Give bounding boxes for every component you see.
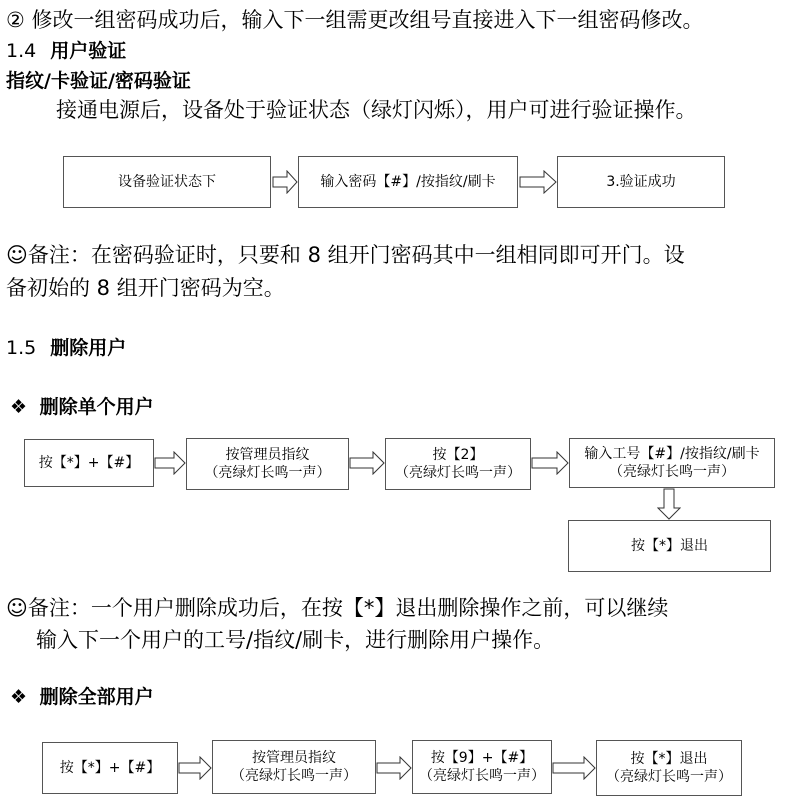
flow-box-label: 按【*】退出 [630,750,708,767]
flow-box-press-star-hash [24,439,154,487]
flow-box-press-2 [385,438,531,490]
section-number: 1.4 [6,40,37,62]
right-arrow-icon [531,451,569,475]
flow-box-sublabel: （亮绿灯长鸣一声） [606,769,732,785]
right-arrow-icon [349,451,385,475]
section-1-5-heading [6,337,126,360]
right-arrow-icon [154,451,186,475]
flow-box-exit [568,520,771,572]
flow-box-input-password [298,156,518,208]
section-number: 1.5 [6,337,37,359]
section-title: 删除用户 [50,337,127,359]
right-arrow-icon [519,170,557,194]
section-title: 用户验证 [50,40,127,62]
flow-box-label: 按【*】+【#】 [59,759,161,776]
flow-box-sublabel: （亮绿灯长鸣一声） [609,464,735,480]
note-delete-line1: ☺备注：一个用户删除成功后，在按【*】退出删除操作之前，可以继续 [6,596,669,620]
flow-box-label: 按管理员指纹 [225,446,310,463]
flow-box-verify-success [557,156,725,208]
flow-box-exit [596,740,742,796]
right-arrow-icon [178,756,212,780]
flow-box-sublabel: （亮绿灯长鸣一声） [231,768,357,784]
flow-box-label: 按【2】 [432,446,484,463]
flow-box-label: 设备验证状态下 [118,173,216,190]
diamond-bullet-icon: ❖ [10,396,28,418]
flow-box-verify-state [63,156,271,208]
flow-box-press-star-hash [42,742,178,794]
flow-box-label: 按【*】+【#】 [38,454,140,471]
intro-line: ② 修改一组密码成功后，输入下一组需更改组号直接进入下一组密码修改。 [6,8,704,32]
flow-box-label: 输入工号【#】/按指纹/刷卡 [584,445,760,462]
diamond-bullet-icon: ❖ [10,686,28,708]
flow-box-admin-fingerprint [212,740,376,794]
flow-box-label: 输入密码【#】/按指纹/刷卡 [320,173,496,190]
down-arrow-icon [657,488,681,520]
flow-box-label: 按【*】退出 [631,537,708,554]
section-subtitle: 指纹/卡验证/密码验证 [6,70,191,92]
note-verify-line1: ☺备注：在密码验证时，只要和 8 组开门密码其中一组相同即可开门。设 [6,243,685,267]
flow-box-sublabel: （亮绿灯长鸣一声） [395,465,521,481]
section-description: 接通电源后，设备处于验证状态（绿灯闪烁），用户可进行验证操作。 [56,98,697,122]
flow-box-press-9-hash [412,740,552,794]
flow-box-sublabel: （亮绿灯长鸣一声） [419,768,545,784]
flow-box-admin-fingerprint [186,438,349,490]
note-delete-line2: 输入下一个用户的工号/指纹/刷卡，进行删除用户操作。 [36,628,555,652]
subsection-delete-single [10,396,154,419]
flow-box-label: 按管理员指纹 [252,749,336,766]
flow-box-input-id [569,438,775,488]
right-arrow-icon [552,756,596,780]
right-arrow-icon [272,170,298,194]
subsection-title: 删除全部用户 [39,686,154,708]
section-1-4-heading [6,40,126,63]
flow-box-sublabel: （亮绿灯长鸣一声） [204,465,331,481]
subsection-delete-all [10,686,154,709]
subsection-title: 删除单个用户 [39,396,154,418]
flow-box-label: 按【9】+【#】 [430,749,534,766]
note-verify-line2: 备初始的 8 组开门密码为空。 [6,276,285,300]
flow-box-label: 3.验证成功 [606,173,676,190]
right-arrow-icon [376,756,412,780]
